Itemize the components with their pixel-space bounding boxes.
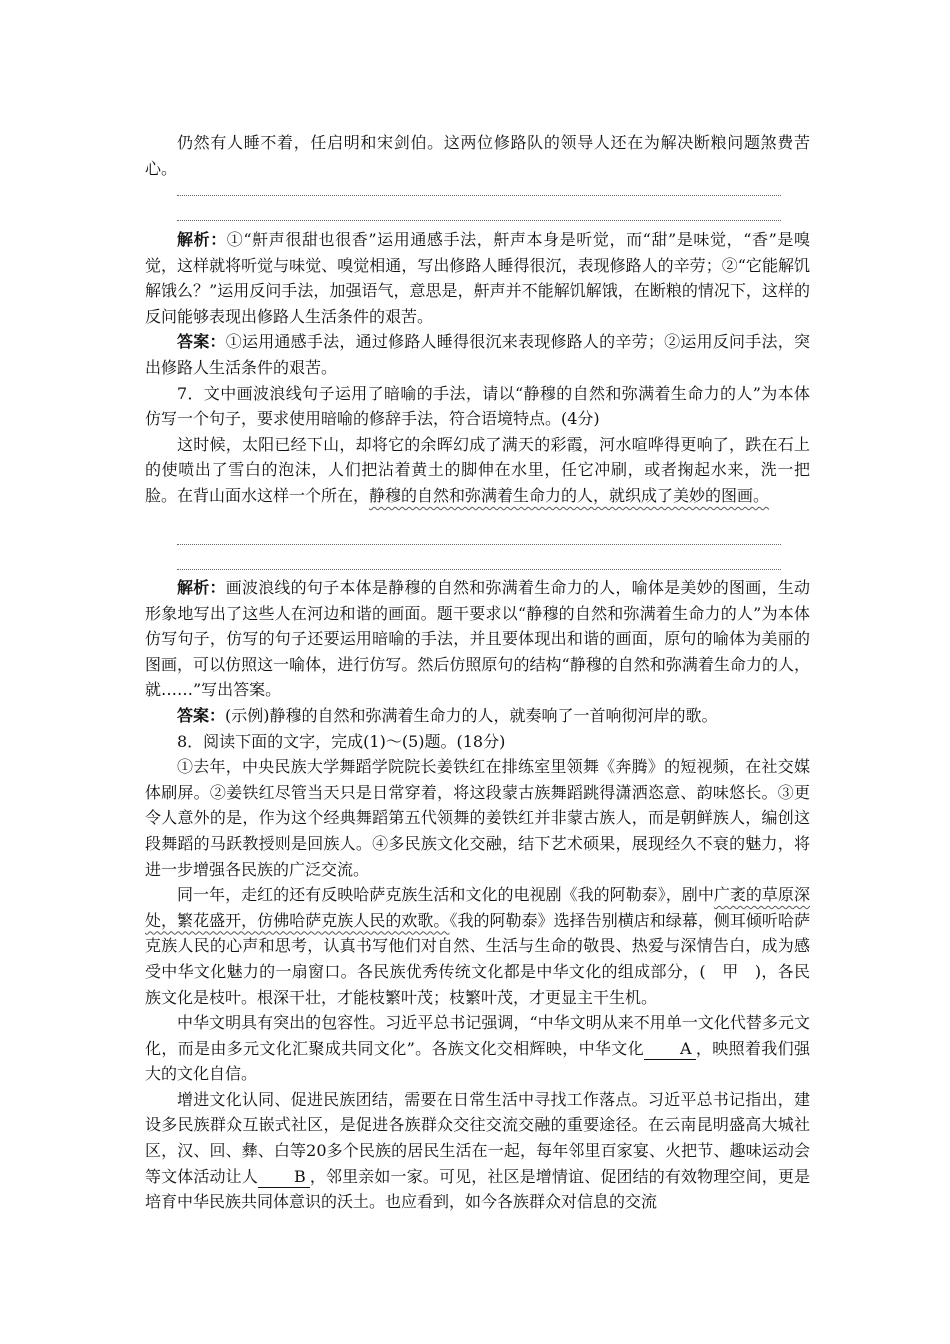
carryover-section (145, 130, 810, 181)
q8-paragraph-4 (145, 1087, 810, 1215)
q6-answer (145, 329, 810, 380)
q7-wavy-sentence: 静穆的自然和弥满着生命力的人，就织成了美妙的图画。 (369, 485, 770, 505)
q8-stem: 8．阅读下面的文字，完成(1)～(5)题。(18分) (177, 731, 506, 751)
q8-paragraph-3 (145, 1010, 810, 1087)
q6-solution (145, 227, 810, 509)
q8-wavy-sentence: 广袤的草原深处，繁花盛开，仿佛哈萨克族人民的欢歌。 (145, 885, 810, 930)
q8-paragraph-2 (145, 882, 810, 1010)
blank-a: A (644, 1039, 696, 1060)
paragraph-text: 同一年，走红的还有反映哈萨克族生活和文化的电视剧《我的阿勒泰》，剧中 (177, 885, 714, 905)
q7-analysis (145, 575, 810, 703)
q6-analysis (145, 227, 810, 329)
answer-line (177, 544, 781, 545)
paragraph-text: ，邻里亲如一家。可见，社区是增情谊、促团结的有效物理空间，更是培育中华民族共同体意识的沃土。也应看到，如今各族群众对信息的交流 (145, 1166, 810, 1212)
q7-solution (145, 575, 810, 1215)
paragraph-text: ，映照着我们强大的文化自信。 (145, 1038, 810, 1084)
q7-answer (145, 703, 810, 729)
answer-line (177, 569, 781, 570)
q7-stem: 7．文中画波浪线句子运用了暗喻的手法，请以“静穆的自然和弥满着生命力的人”为本体仿写一个句子，要求使用暗喻的修辞手法，符合语境特点。(4分) (145, 383, 810, 429)
paragraph-text: 《我的阿勒泰》选择告别横店和绿幕，侧耳倾听哈萨克族人民的心声和思考，认真书写他们对自然、生活与生命的敬畏、热爱与深情告白，成为感受中华文化魅力的一扇窗口。各民族优秀传统文化都是中华文化的组成部分，( 甲 )，各民族文化是枝叶。根深干壮，才能枝繁叶茂；枝繁叶茂，才更显主干生机。 (145, 910, 810, 1007)
answer-label: 答案： (177, 332, 226, 352)
q8-paragraph-1: ①去年，中央民族大学舞蹈学院院长姜铁红在排练室里领舞《奔腾》的短视频，在社交媒体刷屏。②姜铁红尽管当天只是日常穿着，将这段蒙古族舞蹈跳得潇洒恣意、韵味悠长。③更令人意外的是，作为这个经典舞蹈第五代领舞的姜铁红并非蒙古族人，而是朝鲜族人，编创这段舞蹈的马跃教授则是回族人。④多民族文化交融，结下艺术硕果，展现经久不衰的魅力，将进一步增强各民族的广泛交流。 (145, 757, 810, 879)
answer-text: ①运用通感手法，通过修路人睡得很沉来表现修路人的辛劳；②运用反问手法，突出修路人生活条件的艰苦。 (145, 332, 810, 377)
blank-b: B (258, 1167, 310, 1188)
analysis-text: 画波浪线的句子本体是静穆的自然和弥满着生命力的人，喻体是美妙的图画，生动形象地写出了这些人在河边和谐的画面。题干要求以“静穆的自然和弥满着生命力的人”为本体仿写句子，仿写的句子还要运用暗喻的手法，并且要体现出和谐的画面，原句的喻体为美丽的图画，可以仿照这一喻体，进行仿写。然后仿照原句的结构“静穆的自然和弥满着生命力的人，就……”写出答案。 (145, 578, 810, 700)
answer-text: (示例)静穆的自然和弥满着生命力的人，就奏响了一首响彻河岸的歌。 (225, 705, 718, 725)
carryover-paragraph: 仍然有人睡不着，任启明和宋剑伯。这两位修路队的领导人还在为解决断粮问题煞费苦心。 (145, 133, 810, 178)
answer-label: 答案： (177, 705, 226, 725)
analysis-text: ①“鼾声很甜也很香”运用通感手法，鼾声本身是听觉，而“甜”是味觉，“香”是嗅觉，这样就将听觉与味觉、嗅觉相通，写出修路人睡得很沉，表现修路人的辛劳；②“它能解饥解饿么？”运用反问手法，加强语气，意思是，鼾声并不能解饥解饿，在断粮的情况下，这样的反问能够表现出修路人生活条件的艰苦。 (145, 230, 810, 326)
paragraph-text: 增进文化认同、促进民族团结，需要在日常生活中寻找工作落点。习近平总书记指出，建设多民族群众互嵌式社区，是促进各族群众交往交流交融的重要途径。在云南昆明盛高大城社区，汉、回、彝、白等20多个民族的居民生活在一起，每年邻里百家宴、火把节、趣味运动会等文体活动让人 (145, 1089, 810, 1186)
analysis-label: 解析： (177, 230, 227, 249)
answer-line (177, 220, 781, 221)
analysis-label: 解析： (177, 578, 226, 597)
paragraph-text: 中华文明具有突出的包容性。习近平总书记强调，“中华文明从来不用单一文化代替多元文化，而是由多元文化汇聚成共同文化”。各族文化交相辉映，中华文化 (145, 1013, 810, 1058)
q7-passage (145, 432, 810, 509)
answer-line (177, 195, 781, 196)
q7-passage-text: 这时候，太阳已经下山，却将它的余晖幻成了满天的彩霞，河水喧哗得更响了，跌在石上的使喷出了雪白的泡沫，人们把沾着黄土的脚伸在水里，任它冲刷，或者掬起水来，洗一把脸。在背山面水这样一个所在， (145, 434, 810, 505)
